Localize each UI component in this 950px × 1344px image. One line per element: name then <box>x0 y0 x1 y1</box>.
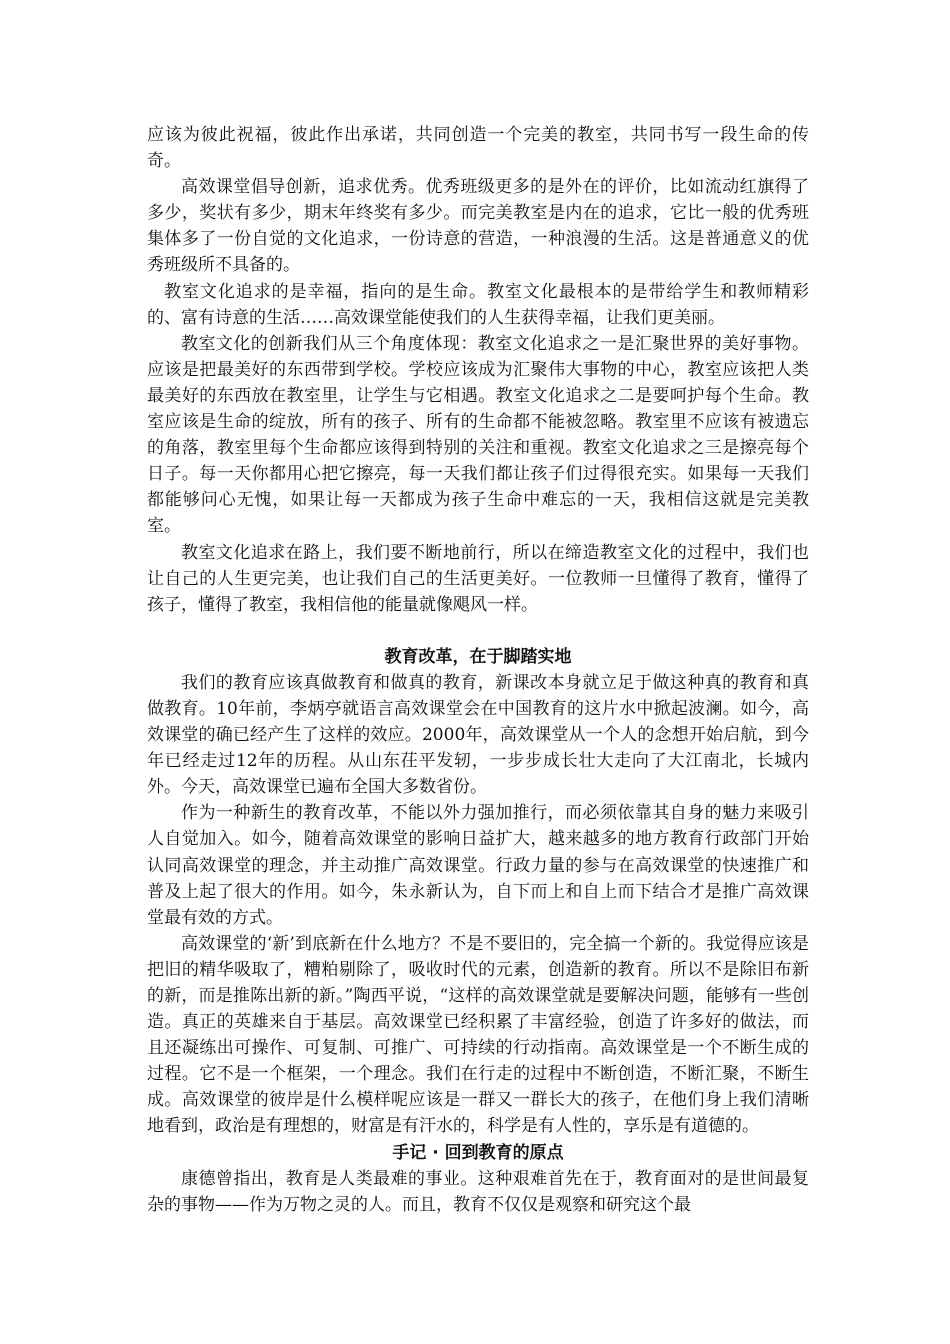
paragraph-innovation: 高效课堂倡导创新，追求优秀。优秀班级更多的是外在的评价，比如流动红旗得了多少，奖状有多少，期末年终奖有多少。而完美教室是内在的追求，它比一般的优秀班集体多了一份自觉的文化追求，一份诗意的营造，一种浪漫的生活。这是普通意义的优秀班级所不具备的。 <box>147 177 809 276</box>
paragraph-what-is-new: 高效课堂的‘新’到底新在什么地方？不是不要旧的，完全搞一个新的。我觉得应该是把旧的精华吸取了，糟粕剔除了，吸收时代的元素，创造新的教育。所以不是除旧布新的新，而是推陈出新的新。”陶西平说，“这样的高效课堂就是要解决问题，能够有一些创造。真正的英雄来自于基层。高效课堂已经积累了丰富经验，创造了许多好的做法，而且还凝练出可操作、可复制、可推广、可持续的行动指南。高效课堂是一个不断生成的过程。它不是一个框架，一个理念。我们在行走的过程中不断创造，不断汇聚，不断生成。高效课堂的彼岸是什么模样呢应该是一群又一群长大的孩子，在他们身上我们清晰地看到，政治是有理想的，财富是有汗水的，科学是有人性的，享乐是有道德的。 <box>147 933 809 1137</box>
paragraph-three-angles: 教室文化的创新我们从三个角度体现：教室文化追求之一是汇聚世界的美好事物。应该是把最美好的东西带到学校。学校应该成为汇聚伟大事物的中心，教室应该把人类最美好的东西放在教室里，让学生与它相遇。教室文化追求之二是要呵护每个生命。教室应该是生命的绽放，所有的孩子、所有的生命都不能被忽略。教室里不应该有被遗忘的角落，教室里每个生命都应该得到特别的关注和重视。教室文化追求之三是擦亮每个日子。每一天你都用心把它擦亮，每一天我们都让孩子们过得很充实。如果每一天我们都能够问心无愧，如果让每一天都成为孩子生命中难忘的一天，我相信这就是完美教室。 <box>147 333 809 537</box>
document-page <box>147 122 809 1218</box>
paragraph-continuation: 应该为彼此祝福，彼此作出承诺，共同创造一个完美的教室，共同书写一段生命的传奇。 <box>147 125 809 172</box>
paragraph-true-education: 我们的教育应该真做教育和做真的教育，新课改本身就立足于做这种真的教育和真做教育。10年前，李炳亭就语言高效课堂会在中国教育的这片水中掀起波澜。如今，高效课堂的确已经产生了这样的效应。2000年，高效课堂从一个人的念想开始启航，到今年已经走过12年的历程。从山东茌平发轫，一步步成长壮大走向了大江南北，长城内外。今天，高效课堂已遍布全国大多数省份。 <box>147 672 809 798</box>
paragraph-kant: 康德曾指出，教育是人类最难的事业。这种艰难首先在于，教育面对的是世间最复杂的事物——作为万物之灵的人。而且，教育不仅仅是观察和研究这个最 <box>147 1168 809 1215</box>
section-heading-reform: 教育改革，在于脚踏实地 <box>384 646 572 667</box>
section-heading-notes: 手记 · 回到教育的原点 <box>392 1142 564 1163</box>
paragraph-on-the-road: 教室文化追求在路上，我们要不断地前行，所以在缔造教室文化的过程中，我们也让自己的人生更完美，也让我们自己的生活更美好。一位教师一旦懂得了教育，懂得了孩子，懂得了教室，我相信他的能量就像飓风一样。 <box>147 542 809 615</box>
paragraph-happiness: 教室文化追求的是幸福，指向的是生命。教室文化最根本的是带给学生和教师精彩的、富有诗意的生活……高效课堂能使我们的人生获得幸福，让我们更美丽。 <box>147 281 809 328</box>
paragraph-new-reform: 作为一种新生的教育改革，不能以外力强加推行，而必须依靠其自身的魅力来吸引人自觉加入。如今，随着高效课堂的影响日益扩大，越来越多的地方教育行政部门开始认同高效课堂的理念，并主动推广高效课堂。行政力量的参与在高效课堂的快速推广和普及上起了很大的作用。如今，朱永新认为，自下而上和自上而下结合才是推广高效课堂最有效的方式。 <box>147 803 809 928</box>
